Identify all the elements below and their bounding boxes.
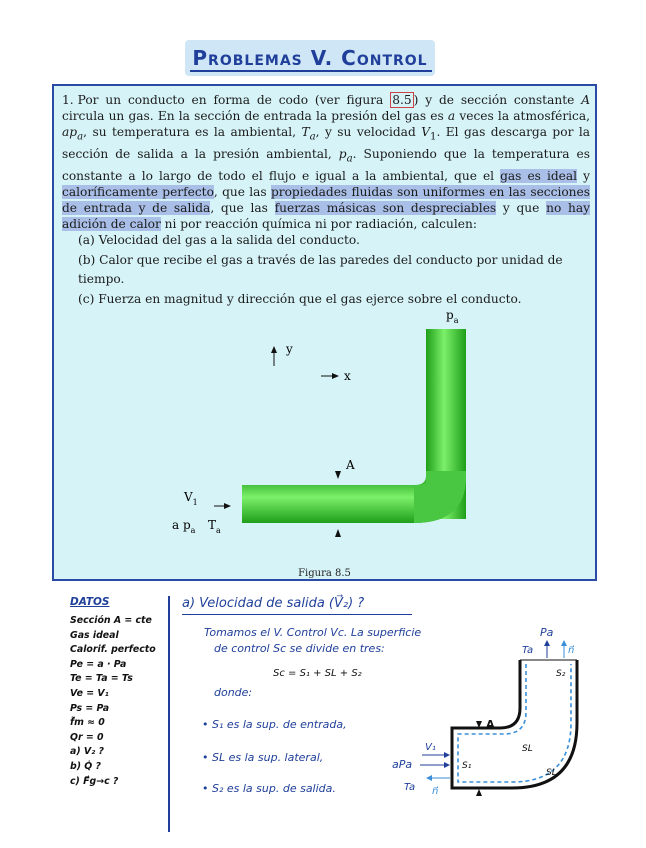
- notes-bullet-1: • S₁ es la sup. de entrada,: [202, 718, 347, 731]
- sketch-sl-1: SL: [522, 744, 533, 754]
- sketch-v1-arrow: [444, 752, 450, 758]
- datos-line: Te = Ta = Ts: [70, 673, 133, 685]
- v1-arrow: [224, 503, 231, 509]
- sketch-ta-top: Ta: [522, 645, 534, 656]
- question-list: [78, 231, 595, 309]
- sketch-n-bot-arrow: [426, 775, 432, 781]
- notes-bullet-3: • S₂ es la sup. de salida.: [202, 782, 336, 795]
- page-title: Problemas V. Control: [192, 46, 428, 70]
- notes-equation: Sc = S₁ + SL + S₂: [273, 668, 362, 679]
- datos-line: Qr = 0: [70, 731, 104, 743]
- highlight-uniform: propiedades fluidas son uniformes en las secciones de entrada y de salida: [62, 184, 590, 216]
- datos-title: DATOS: [70, 596, 110, 608]
- sketch-n-top-arrow: [561, 640, 567, 646]
- datos-line: b) Q̇ ?: [70, 760, 101, 772]
- fig-y-label: y: [286, 342, 293, 356]
- question-b: (b) Calor que recibe el gas a través de las paredes del conducto por unidad de tiempo.: [78, 252, 563, 286]
- datos-line: c) F⃗g→c ?: [70, 775, 119, 787]
- datos-line: Pe = a · Pa: [70, 658, 127, 670]
- highlight-no-heat: no hay adición de calor: [62, 201, 591, 232]
- problem-box: [52, 84, 597, 581]
- control-volume-sketch: [392, 618, 592, 808]
- notes-heading: a) Velocidad de salida (V⃗₂) ?: [182, 596, 365, 611]
- highlight-perfect: caloríficamente perfecto: [62, 184, 214, 199]
- datos-line: Ve = V₁: [70, 687, 109, 699]
- highlight-mass-forces: fuerzas másicas son despreciables: [274, 201, 497, 216]
- sketch-s1: S₁: [462, 761, 472, 771]
- figure-caption: Figura 8.5: [298, 568, 351, 579]
- datos-list: [70, 614, 156, 789]
- notes-line-1: Tomamos el V. Control Vc. La superficie: [204, 626, 422, 639]
- datos-line: a) V₂ ?: [70, 746, 104, 758]
- sketch-ta-bot: Ta: [404, 782, 416, 793]
- figure-8-5: [174, 301, 494, 571]
- question-c: (c) Fuerza en magnitud y dirección que el gas ejerce sobre el conducto.: [78, 291, 522, 306]
- fig-x-label: x: [344, 369, 351, 383]
- sketch-pa-label: Pa: [540, 626, 554, 639]
- notes-donde: donde:: [214, 686, 253, 699]
- datos-line: Ps = Pa: [70, 702, 110, 714]
- sketch-s2: S₂: [556, 669, 566, 679]
- question-a: (a) Velocidad del gas a la salida del conducto.: [78, 233, 360, 247]
- datos-line: f̃m ≈ 0: [70, 717, 105, 729]
- sketch-v1: V₁: [425, 742, 436, 753]
- fig-apa-label: a $p_a$: [172, 518, 196, 535]
- section-arrow-bottom: [335, 529, 341, 537]
- highlight-ideal-gas: gas es ideal: [500, 168, 578, 183]
- sketch-a-label: A: [486, 718, 495, 731]
- fig-v1-label: $V_1$: [184, 490, 198, 507]
- section-arrow-top: [335, 471, 341, 479]
- datos-line: Sección A = cte: [70, 615, 152, 626]
- sketch-pa-arrow: [544, 640, 550, 646]
- datos-line: Calorif. perfecto: [70, 644, 156, 656]
- sketch-n-top: n⃗: [568, 645, 575, 656]
- fig-pa-label: $p_a$: [446, 308, 459, 325]
- notes-divider: [168, 596, 170, 832]
- datos-line: Gas ideal: [70, 629, 119, 641]
- sketch-apa-arrow: [444, 762, 450, 768]
- title-underline: [190, 70, 432, 72]
- notes-line-2: de control Sc se divide en tres:: [214, 642, 385, 655]
- figure-link[interactable]: 8.5: [392, 93, 412, 107]
- fig-ta-label: $T_a$: [208, 518, 221, 535]
- notes-bullet-2: • SL es la sup. lateral,: [202, 751, 324, 764]
- sketch-sl-2: SL: [546, 768, 557, 778]
- sketch-apa: aPa: [392, 758, 413, 771]
- fig-a-label: A: [346, 458, 355, 472]
- problem-statement: 1. Por un conducto en forma de codo (ver figura 8.5 ) y de sección constante A circula un gas. En la sección de entrada la presión del gas es a veces la atmosférica, $ap_a$, su temperatura es la ambiental, $T_a$, y su velocidad $V_1$. El gas descarga por la sección de salida a la presión ambiental, $p_a$. Suponiendo que la temperatura es constante a lo largo de todo el flujo e igual a la ambiental, que el gas es ideal y caloríficamente perfecto, que las propiedades fluidas son uniformes en las secciones de entrada y de salida, que las fuerzas másicas son despreciables y que no hay adición de calor ni por reacción química ni por radiación, calculen:: [62, 93, 591, 232]
- notes-heading-underline: [182, 614, 412, 615]
- sketch-n-bot: n⃗: [432, 786, 439, 797]
